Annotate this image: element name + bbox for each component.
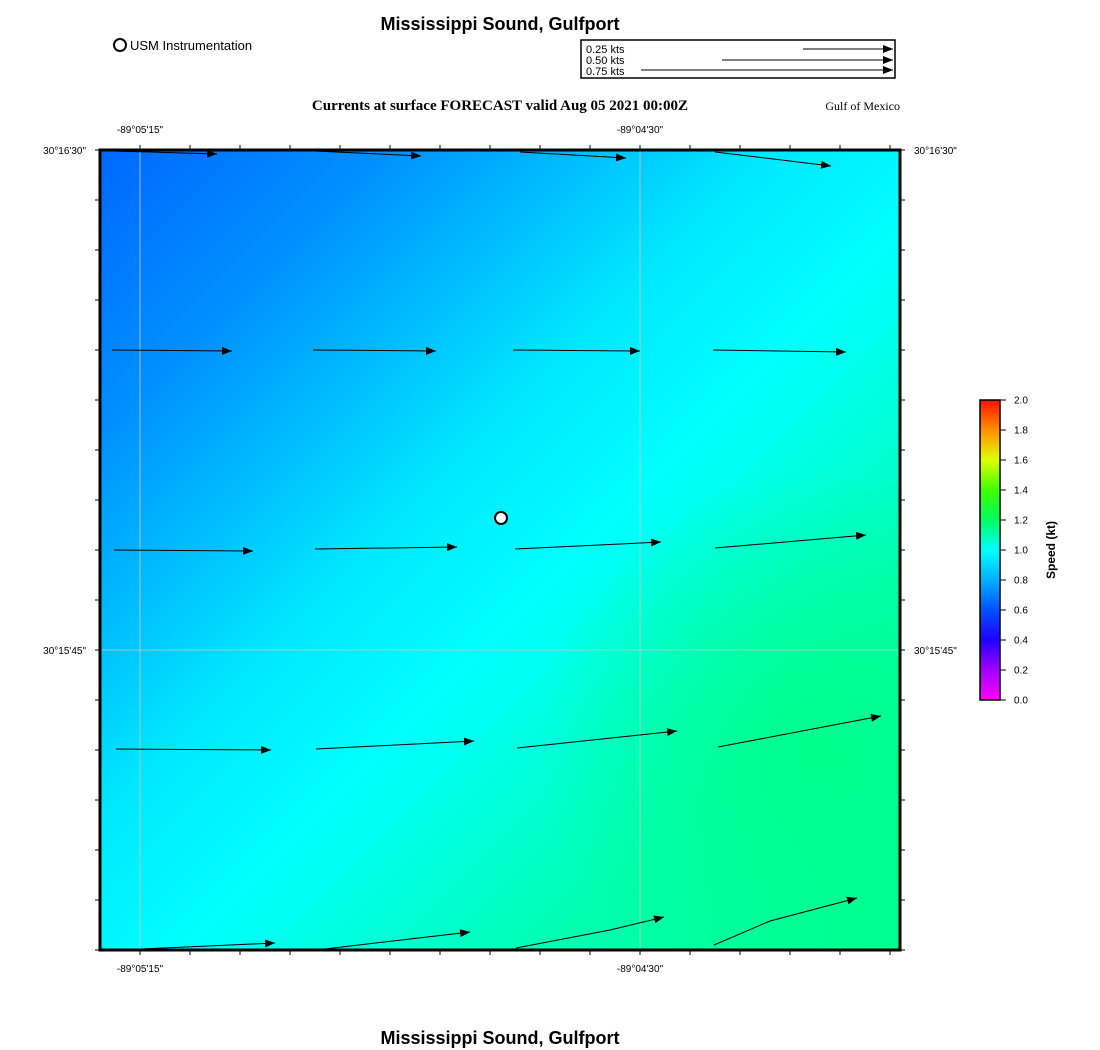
colorbar-tick-label: 2.0 — [1014, 395, 1028, 407]
left-lat-tick-label: 30°15'45" — [43, 646, 86, 657]
bottom-lon-tick-label: -89°04'30" — [616, 964, 664, 975]
colorbar-tick-label: 1.0 — [1014, 545, 1028, 557]
colorbar-tick-label: 1.8 — [1014, 425, 1028, 437]
right-lat-tick-label: 30°16'30" — [914, 146, 957, 157]
top-lon-tick-label: -89°04'30" — [616, 125, 664, 136]
bottom-lon-tick-label: -89°05'15" — [116, 964, 164, 975]
usm-station-marker[interactable] — [495, 512, 507, 524]
colorbar-tick-label: 0.6 — [1014, 605, 1028, 617]
speed-colorbar — [980, 400, 1000, 700]
station-legend-icon — [114, 39, 126, 51]
colorbar-ticks — [1000, 396, 1028, 707]
map-title: Mississippi Sound, Gulfport — [380, 14, 620, 34]
colorbar-tick-label: 1.2 — [1014, 515, 1028, 527]
right-lat-tick-label: 30°15'45" — [914, 646, 957, 657]
colorbar-tick-label: 1.4 — [1014, 485, 1028, 497]
station-legend-label: USM Instrumentation — [130, 38, 253, 53]
scale-label-3: 0.75 kts — [586, 66, 625, 78]
scale-label-2: 0.50 kts — [586, 55, 625, 67]
colorbar-tick-label: 0.8 — [1014, 575, 1028, 587]
region-label: Gulf of Mexico — [825, 99, 900, 113]
colorbar-label: Speed (kt) — [1044, 520, 1058, 580]
forecast-subtitle: Currents at surface FORECAST valid Aug 05 2021 00:00Z — [311, 98, 689, 114]
colorbar-tick-label: 0.0 — [1014, 695, 1028, 707]
scale-label-1: 0.25 kts — [586, 44, 625, 56]
colorbar-tick-label: 0.2 — [1014, 665, 1028, 677]
footer-title: Mississippi Sound, Gulfport — [380, 1028, 620, 1048]
colorbar-tick-label: 1.6 — [1014, 455, 1028, 467]
top-lon-tick-label: -89°05'15" — [116, 125, 164, 136]
current-field-green-zone — [100, 150, 900, 950]
speed-scale-box — [581, 40, 895, 78]
left-lat-tick-label: 30°16'30" — [43, 146, 86, 157]
colorbar-tick-label: 0.4 — [1014, 635, 1028, 647]
